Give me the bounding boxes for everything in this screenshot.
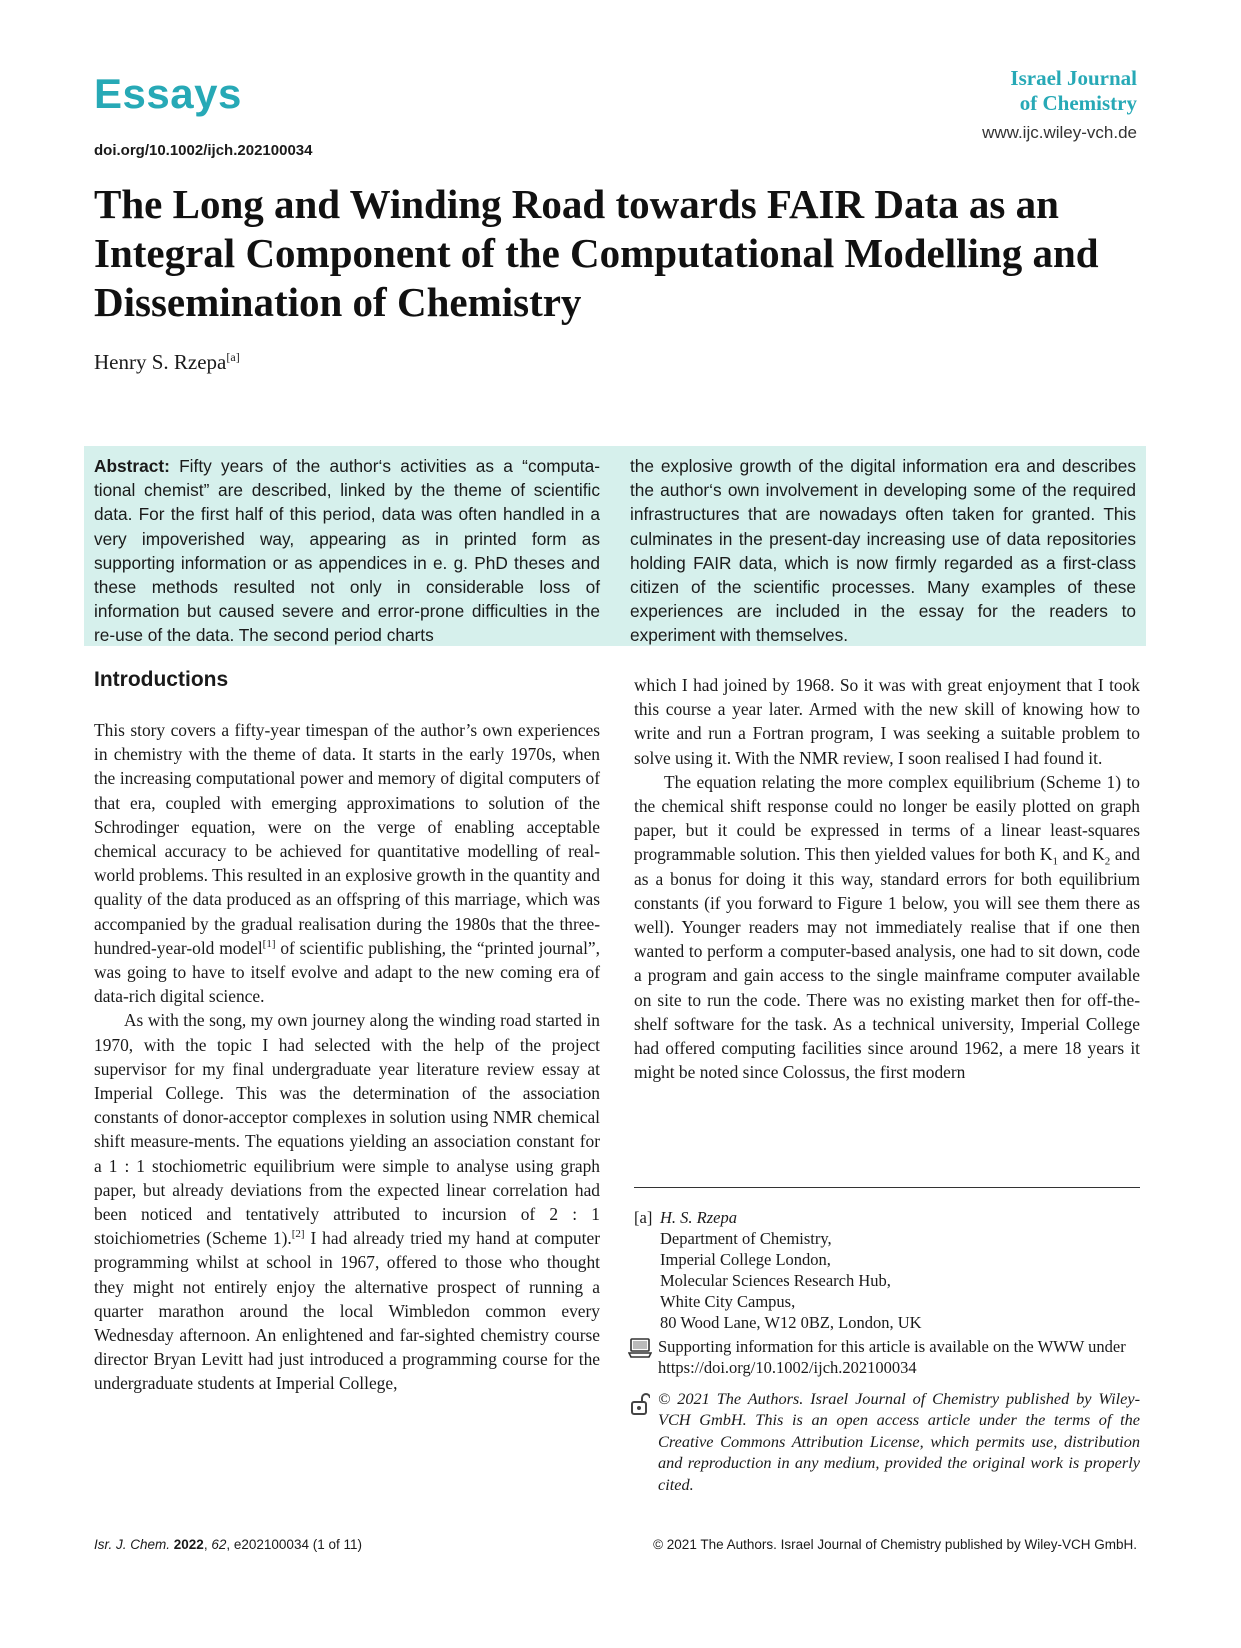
paragraph-text: I had already tried my hand at computer programming whilst at school in 1967, offered to those who thought they might not entirely enjoy the alternative prospect of running a quarter marathon around the local Wimbledon common every Wednesday afternoon. An enlightened and far-sighted chemistry course director Bryan Levitt had just introduced a programming course for the undergraduate students at Imperial College, bbox=[94, 1228, 600, 1394]
address-line: Molecular Sciences Research Hub, bbox=[660, 1271, 891, 1290]
footer-article-page: , e202100034 (1 of 11) bbox=[226, 1537, 362, 1552]
page-footer-citation: Isr. J. Chem. 2022, 62, e202100034 (1 of 11) bbox=[94, 1537, 362, 1552]
journal-name-line1: Israel Journal bbox=[1010, 66, 1137, 90]
abstract-text-right: the explosive growth of the digital information era and describes the author‘s own involvement in developing some of the required infrastructures that are nowadays often taken for granted. This culminates in the present-day increasing use of data repositories holding FAIR data, which is now firmly regarded as a first-class citizen of the scientific processes. Many examples of these experiences are included in the essay for the readers to experiment with themselves. bbox=[630, 456, 1136, 646]
article-title: The Long and Winding Road towards FAIR Data as an Integral Component of the Computational Modelling and Dissemination of Chemistry bbox=[94, 181, 1099, 325]
citation-ref-1[interactable]: [1] bbox=[262, 938, 276, 951]
paragraph-text: The equation relating the more complex equilibrium (Scheme 1) to the chemical shift response could no longer be easily plotted on graph paper, but it could be expressed in terms of a linear least-squares programmable solution. This then yielded values for both K bbox=[634, 771, 1140, 865]
address-line: 80 Wood Lane, W12 0BZ, London, UK bbox=[660, 1313, 922, 1332]
footer-year: 2022 bbox=[173, 1537, 204, 1552]
paragraph-text: of scientific publishing, the “printed journal”, was going to have to itself evolve and adapt to the new coming era of data-rich digital science. bbox=[94, 937, 600, 1007]
footer-volume: 62 bbox=[211, 1537, 227, 1552]
footnote-divider bbox=[634, 1187, 1140, 1188]
paragraph-text: and K bbox=[1057, 844, 1105, 865]
affiliation-footnote bbox=[634, 1207, 922, 1333]
body-column-left bbox=[94, 718, 600, 1396]
license-note bbox=[628, 1388, 1140, 1495]
author-name: Henry S. Rzepa bbox=[94, 350, 227, 374]
abstract-column-left bbox=[94, 454, 600, 648]
section-label: Essays bbox=[94, 70, 242, 117]
address-line: Department of Chemistry, bbox=[660, 1229, 832, 1248]
abstract-label: Abstract: bbox=[94, 456, 170, 476]
subscript: 2 bbox=[1104, 855, 1111, 868]
author-line bbox=[94, 350, 240, 375]
author-affiliation-mark: [a] bbox=[226, 350, 240, 364]
license-text: © 2021 The Authors. Israel Journal of Chemistry published by Wiley-VCH GmbH. This is an open access article under the terms of the Creative Commons Attribution License, which permits use, distribution and reproduction in any medium, provided the original work is properly cited. bbox=[658, 1389, 1140, 1494]
paragraph-text: This story covers a fifty-year timespan of the author’s own experiences in chemistry with the theme of data. It starts in the early 1970s, when the increasing computational power and memory of digital computers of that era, coupled with emerging approximations to solution of the Schrodinger equation, were on the verge of enabling acceptable chemical accuracy to be achieved for quantitative modelling of real-world problems. This resulted in an explosive growth in the quantity and quality of the data produced as an offspring of this marriage, which was accompanied by the gradual realisation during the 1980s that the three-hundred-year-old model bbox=[94, 720, 600, 958]
address-line: White City Campus, bbox=[660, 1292, 796, 1311]
supporting-info-note bbox=[628, 1336, 1140, 1378]
body-paragraph-4 bbox=[634, 770, 1140, 1085]
abstract-column-right bbox=[630, 454, 1136, 648]
body-column-right bbox=[634, 673, 1140, 1084]
address-line: Imperial College London, bbox=[660, 1250, 831, 1269]
citation-ref-2[interactable]: [2] bbox=[291, 1228, 305, 1241]
abstract-text-left: Fifty years of the author‘s activities as a “computa-tional chemist” are described, linked by the theme of scientific data. For the first half of this period, data was often handled in a very impoverished way, appearing as in printed form as supporting information or as appendices in e. g. PhD theses and these methods resulted not only in considerable loss of information but caused severe and error-prone difficulties in the re-use of the data. The second period charts bbox=[94, 456, 600, 646]
doi-link[interactable]: doi.org/10.1002/ijch.202100034 bbox=[94, 142, 313, 159]
subscript: 1 bbox=[1052, 855, 1058, 868]
section-heading-introductions: Introductions bbox=[94, 668, 229, 691]
body-paragraph-1 bbox=[94, 718, 600, 1008]
affiliation-mark: [a] bbox=[634, 1208, 653, 1227]
journal-logo bbox=[1010, 66, 1137, 116]
supporting-info-text: Supporting information for this article is available on the WWW under https://doi.org/10.1002/ijch.202100034 bbox=[658, 1337, 1126, 1377]
page-footer-copyright: © 2021 The Authors. Israel Journal of Chemistry published by Wiley-VCH GmbH. bbox=[653, 1537, 1137, 1552]
body-paragraph-3: which I had joined by 1968. So it was with great enjoyment that I took this course a year later. Armed with the new skill of knowing how to write and run a Fortran program, I was seeking a suitable problem to solve using it. With the NMR review, I soon realised I had found it. bbox=[634, 675, 1140, 768]
computer-icon bbox=[628, 1338, 652, 1363]
body-paragraph-2 bbox=[94, 1008, 600, 1395]
paragraph-text: and as a bonus for doing it this way, standard errors for both equilibrium constants (if you forward to Figure 1 below, you will see them there as well). Younger readers may not immediately realise that if one then wanted to perform a computer-based analysis, one had to sit down, code a program and gain access to the single mainframe computer available on site to run the code. There was no existing market then for off-the-shelf software for the task. As a technical university, Imperial College had offered computing facilities since around 1962, a mere 18 years it might be noted since Colossus, the first modern bbox=[634, 844, 1140, 1083]
paragraph-text: As with the song, my own journey along the winding road started in 1970, with the topic I had selected with the help of the project supervisor for my final undergraduate year literature review essay at Imperial College. This was the determination of the association constants of donor-acceptor complexes in solution using NMR chemical shift measure-ments. The equations yielding an association constant for a 1 : 1 stochiometric equilibrium were simple to analyse using graph paper, but already deviations from the expected linear correlation had been noticed and tentatively attributed to incursion of 2 : 1 stoichiometries (Scheme 1). bbox=[94, 1010, 600, 1249]
journal-url-link[interactable]: www.ijc.wiley-vch.de bbox=[982, 123, 1137, 142]
journal-name-line2: of Chemistry bbox=[1019, 91, 1137, 115]
open-access-lock-icon bbox=[630, 1392, 650, 1421]
affiliation-name: H. S. Rzepa bbox=[660, 1208, 737, 1227]
abstract-box bbox=[84, 446, 1146, 646]
footer-journal-abbr: Isr. J. Chem. bbox=[94, 1537, 171, 1552]
